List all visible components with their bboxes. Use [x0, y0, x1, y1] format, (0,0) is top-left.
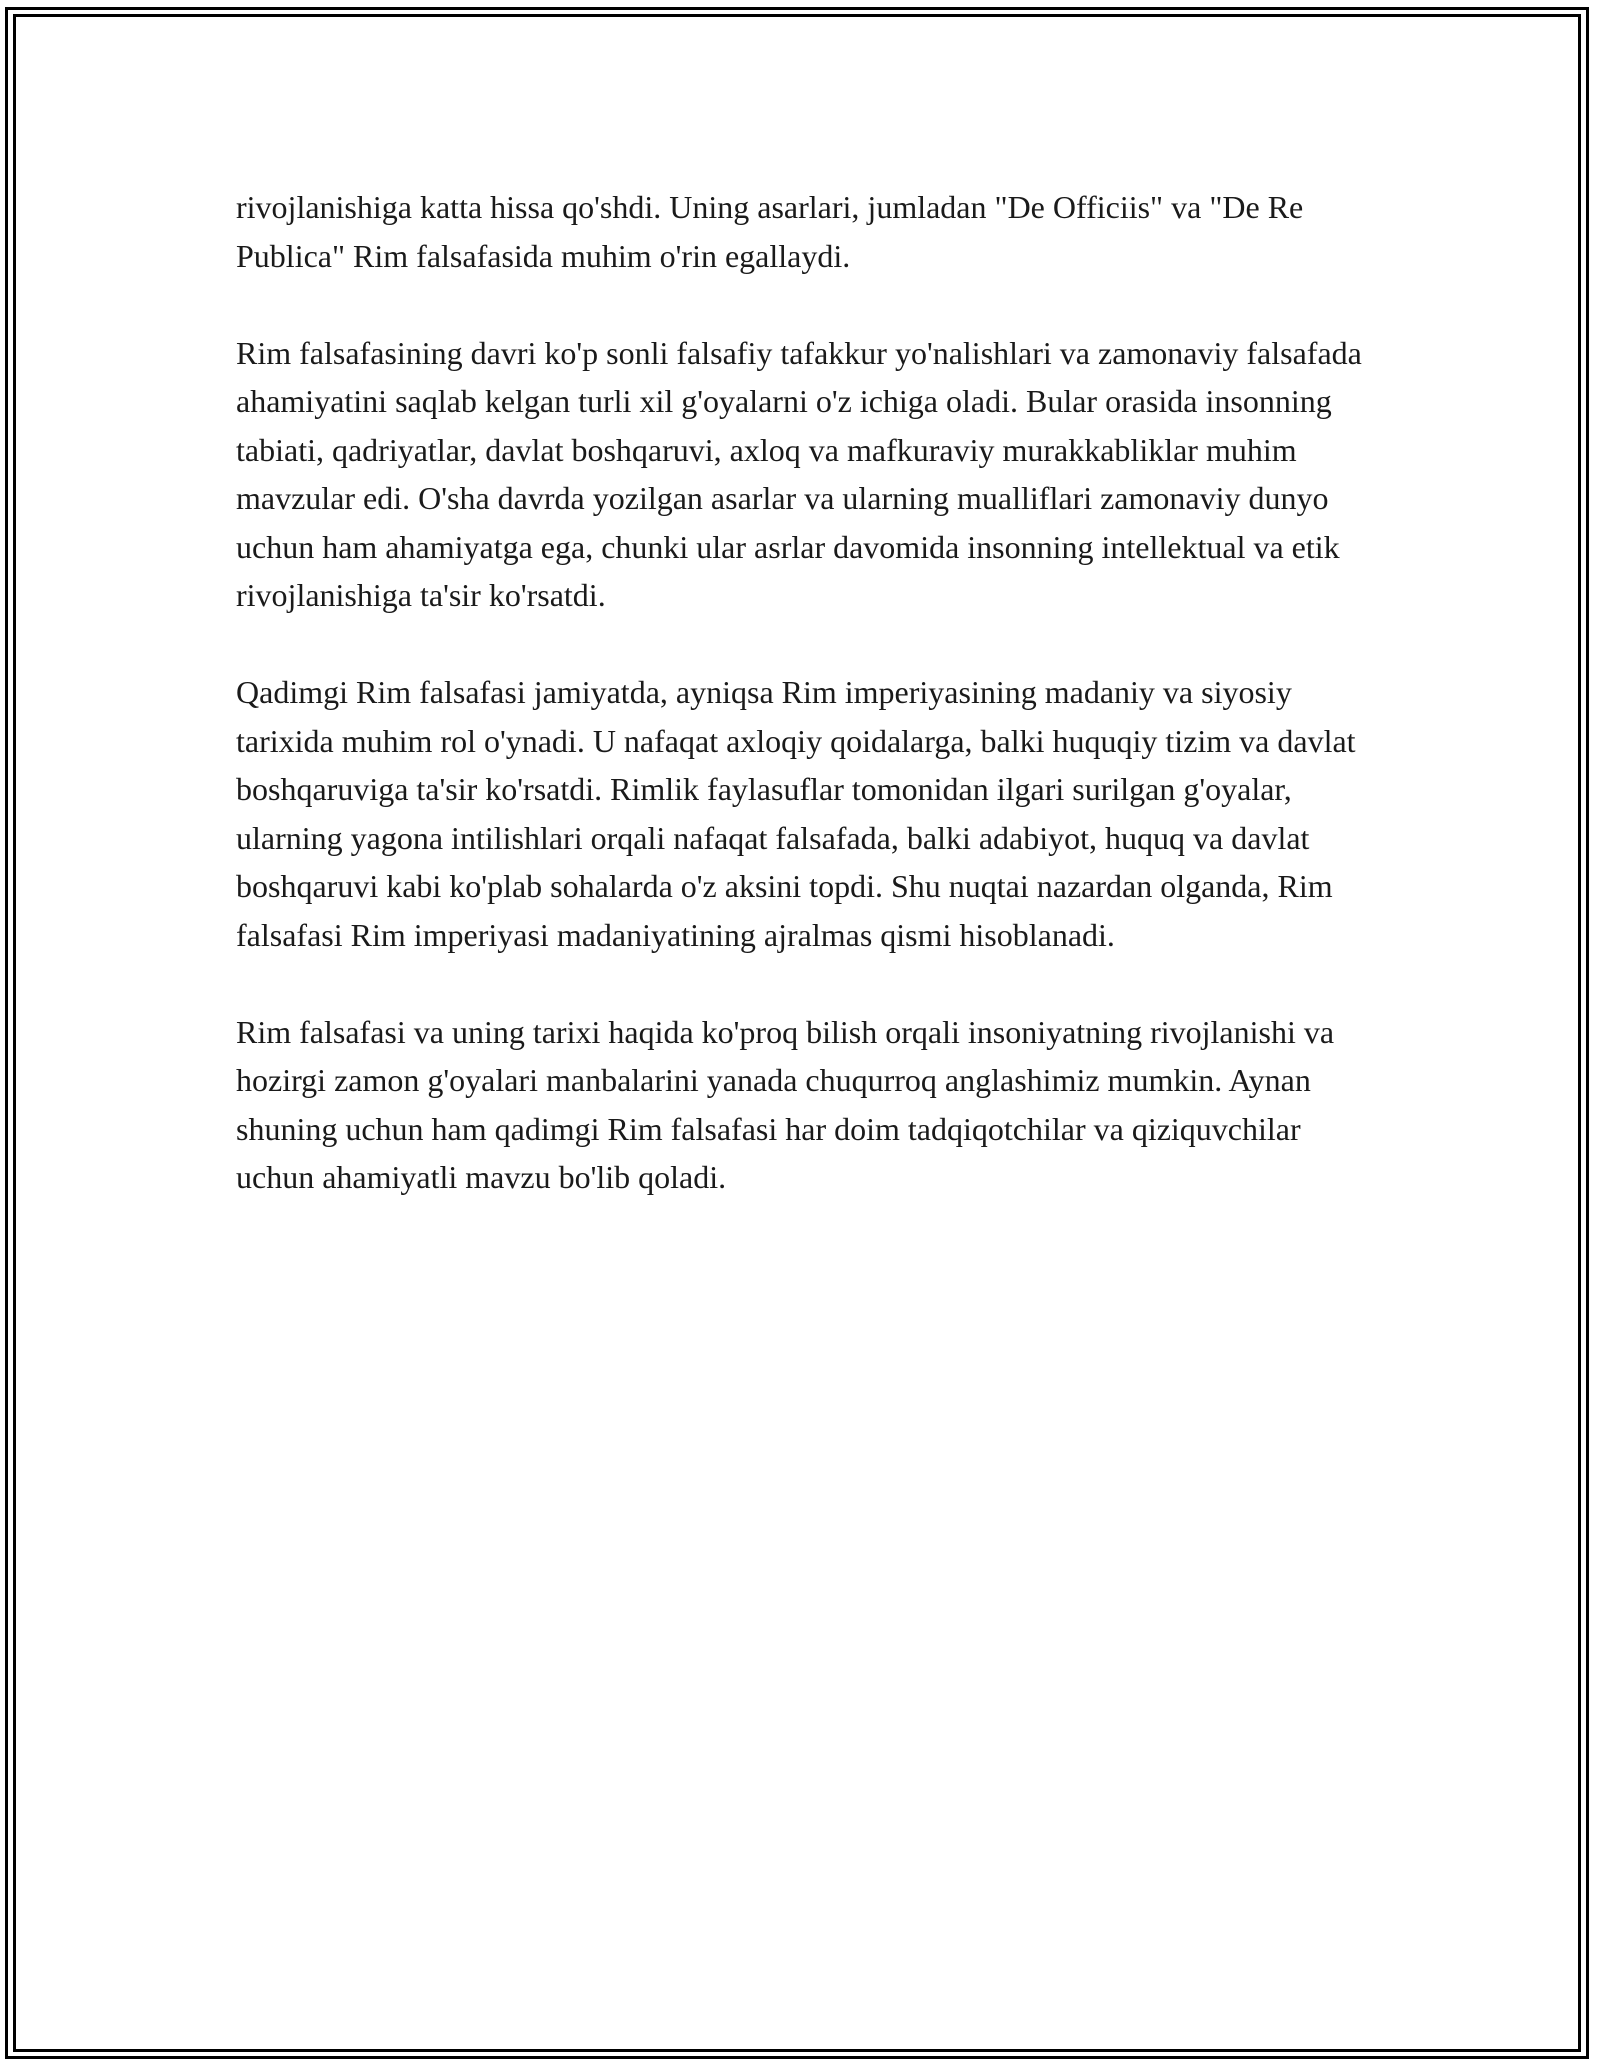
- paragraph: rivojlanishiga katta hissa qo'shdi. Uning asarlari, jumladan "De Officiis" va "De Re Publica" Rim falsafasida muhim o'rin egallaydi.: [236, 189, 1304, 274]
- document-body: [236, 183, 1366, 1250]
- paragraph: Rim falsafasining davri ko'p sonli falsafiy tafakkur yo'nalishlari va zamonaviy falsafada ahamiyatini saqlab kelgan turli xil g'oyalarni o'z ichiga oladi. Bular orasida insonning tabiati, qadriyatlar, davlat boshqaruvi, axloq va mafkuraviy murakkabliklar muhim mavzular edi. O'sha davrda yozilgan asarlar va ularning mualliflari zamonaviy dunyo uchun ham ahamiyatga ega, chunki ular asrlar davomida insonning intellektual va etik rivojlanishiga ta'sir ko'rsatdi.: [236, 334, 1362, 613]
- paragraph: Qadimgi Rim falsafasi jamiyatda, ayniqsa Rim imperiyasining madaniy va siyosiy tarixida muhim rol o'ynadi. U nafaqat axloqiy qoidalarga, balki huquqiy tizim va davlat boshqaruviga ta'sir ko'rsatdi. Rimlik faylasuflar tomonidan ilgari surilgan g'oyalar, ularning yagona intilishlari orqali nafaqat falsafada, balki adabiyot, huquq va davlat boshqaruvi kabi ko'plab sohalarda o'z aksini topdi. Shu nuqtai nazardan olganda, Rim falsafasi Rim imperiyasi madaniyatining ajralmas qismi hisoblanadi.: [236, 674, 1356, 953]
- paragraph: Rim falsafasi va uning tarixi haqida ko'proq bilish orqali insoniyatning rivojlanishi va hozirgi zamon g'oyalari manbalarini yanada chuqurroq anglashimiz mumkin. Aynan shuning uchun ham qadimgi Rim falsafasi har doim tadqiqotchilar va qiziquvchilar uchun ahamiyatli mavzu bo'lib qoladi.: [236, 1013, 1335, 1195]
